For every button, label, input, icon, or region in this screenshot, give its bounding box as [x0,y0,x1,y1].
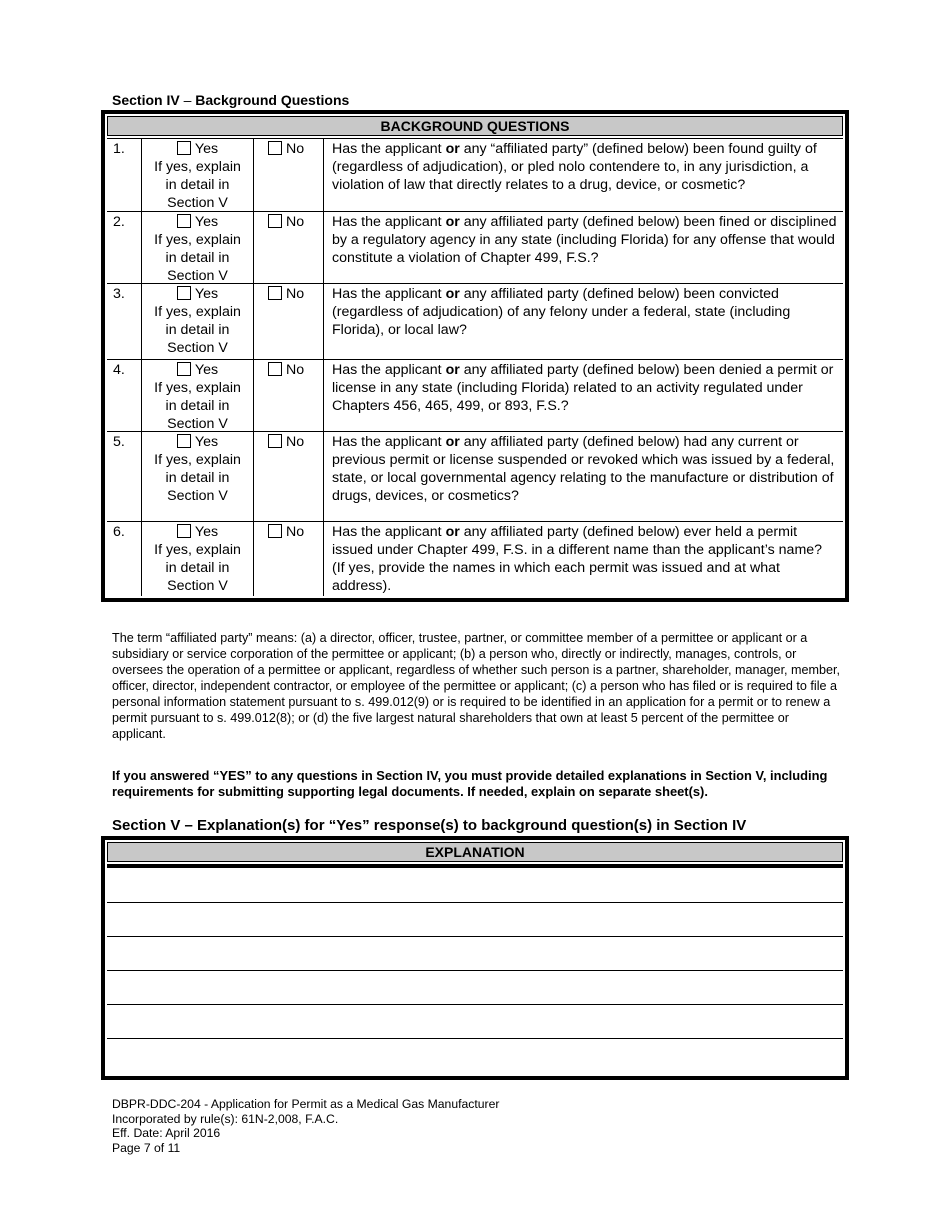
question-text-start: Has the applicant [332,214,446,230]
explanation-line[interactable] [107,1038,843,1072]
yes-cell [142,432,254,521]
question-number: 6. [107,522,142,596]
question-number: 2. [107,212,142,283]
yes-checkbox[interactable] [177,362,191,376]
affiliated-party-definition: The term “affiliated party” means: (a) a director, officer, trustee, partner, or committee member of a permittee or applicant or a subsidiary or service corporation of the permittee or applicant; (b) a person who, directly or indirectly, manages, controls, or oversees the operation of a permittee or applicant, regardless of whether such person is a partner, shareholder, manager, member, officer, director, independent contractor, or employee of the permittee or applicant; (c) a person who has filed or is required to file a personal information statement pursuant to s. 499.012(9) or is required to be identified in an application for a permit or to renew a permit pursuant to s. 499.012(8); or (d) the five largest natural shareholders that own at least 5 percent of the permittee or applicant. [112,631,841,741]
yes-cell [142,522,254,596]
yes-explain-line: in detail in [165,250,230,266]
question-text-or: or [445,524,460,540]
question-text-rest: any “affiliated party” (defined below) been found guilty of (regardless of adjudication), or pled nolo contendere to, in any jurisdiction, a violation of law that directly relates to a drug, device, or cosmetic? [332,141,817,193]
yes-explain-line: in detail in [165,398,230,414]
question-text-or: or [445,286,460,302]
no-label: No [286,141,305,157]
no-label: No [286,286,305,302]
question-text [324,212,843,283]
yes-checkbox[interactable] [177,434,191,448]
question-text [324,139,843,211]
yes-explain-line: Section V [167,488,228,504]
footer-rule: Incorporated by rule(s): 61N-2,008, F.A.C. [112,1111,339,1126]
yes-explain-line: in detail in [165,560,230,576]
question-number: 3. [107,284,142,359]
footer-form-name: DBPR-DDC-204 - Application for Permit as a Medical Gas Manufacturer [112,1097,500,1111]
background-questions-header: BACKGROUND QUESTIONS [107,116,843,136]
background-question-row [107,431,843,521]
yes-label: Yes [194,141,219,157]
yes-explain-line: If yes, explain [154,232,241,248]
yes-explain-line: If yes, explain [154,159,241,175]
question-number: 5. [107,432,142,521]
no-label: No [286,362,305,378]
no-label: No [286,214,305,230]
explanation-header: EXPLANATION [107,842,843,862]
section-v-title: Section V – Explanation(s) for “Yes” response(s) to background question(s) in Section IV [112,817,747,834]
question-text [324,432,843,521]
section-iv-title [112,92,349,108]
explanation-line[interactable] [107,970,843,1004]
question-text-or: or [445,362,460,378]
no-label: No [286,434,305,450]
yes-explain-line: in detail in [165,322,230,338]
background-questions-table [101,110,849,602]
yes-explain-line: Section V [167,578,228,594]
no-cell [254,360,324,431]
yes-explain-line: Section V [167,416,228,432]
no-checkbox[interactable] [268,141,282,155]
yes-label: Yes [194,286,219,302]
yes-label: Yes [194,362,219,378]
yes-label: Yes [194,524,219,540]
section-iv-suffix: Background Questions [195,92,350,108]
question-text-rest: any affiliated party (defined below) had any current or previous permit or license suspended or revoked which was issued by a federal, state, or local governmental agency relating to the manufacture or distribution of drugs, devices, or cosmetics? [332,434,835,504]
question-text-start: Has the applicant [332,434,446,450]
question-number: 4. [107,360,142,431]
background-question-row [107,211,843,283]
question-text [324,360,843,431]
question-text-or: or [445,141,460,157]
no-checkbox[interactable] [268,362,282,376]
yes-answer-note: If you answered “YES” to any questions in Section IV, you must provide detailed explanations in Section V, including requirements for submitting supporting legal documents. If needed, explain on separate sheet(s). [112,768,828,799]
question-text-or: or [445,214,460,230]
question-text-start: Has the applicant [332,524,446,540]
section-iv-dash: – [179,92,196,108]
no-cell [254,212,324,283]
background-question-row [107,283,843,359]
yes-checkbox[interactable] [177,524,191,538]
yes-explain-line: Section V [167,340,228,356]
question-text [324,522,843,596]
yes-cell [142,212,254,283]
yes-cell [142,284,254,359]
question-text [324,284,843,359]
yes-explain-line: If yes, explain [154,304,241,320]
yes-explain-line: in detail in [165,177,230,193]
background-question-row [107,359,843,431]
question-text-rest: any affiliated party (defined below) ever held a permit issued under Chapter 499, F.S. in a different name than the applicant’s name? (If yes, provide the names in which each permit was issued and at what address). [332,524,823,594]
no-checkbox[interactable] [268,214,282,228]
yes-explain-line: Section V [167,195,228,211]
yes-explain-line: in detail in [165,470,230,486]
yes-label: Yes [194,434,219,450]
yes-cell [142,139,254,211]
page-footer [112,1097,499,1155]
no-label: No [286,524,305,540]
explanation-line[interactable] [107,936,843,970]
question-text-start: Has the applicant [332,286,446,302]
question-text-rest: any affiliated party (defined below) been convicted (regardless of adjudication) of any felony under a federal, state (including Florida), or local law? [332,286,791,338]
section-iv-prefix: Section IV [112,92,180,108]
yes-checkbox[interactable] [177,214,191,228]
question-text-rest: any affiliated party (defined below) been fined or disciplined by a regulatory agency in any state (including Florida) for any offense that would constitute a violation of Chapter 499, F.S.? [332,214,837,266]
yes-checkbox[interactable] [177,286,191,300]
yes-explain-line: If yes, explain [154,380,241,396]
question-text-rest: any affiliated party (defined below) been denied a permit or license in any state (including Florida) related to an activity regulated under Chapters 456, 465, 499, or 893, F.S.? [332,362,834,414]
no-checkbox[interactable] [268,434,282,448]
explanation-line[interactable] [107,902,843,936]
question-text-or: or [445,434,460,450]
explanation-line[interactable] [107,1004,843,1038]
yes-cell [142,360,254,431]
question-number: 1. [107,139,142,211]
no-cell [254,139,324,211]
yes-checkbox[interactable] [177,141,191,155]
yes-explain-line: If yes, explain [154,452,241,468]
footer-eff-date: Eff. Date: April 2016 [112,1126,221,1140]
question-text-start: Has the applicant [332,362,446,378]
background-question-row [107,138,843,211]
no-cell [254,284,324,359]
yes-explain-line: Section V [167,268,228,284]
explanation-table [101,836,849,1080]
no-cell [254,432,324,521]
no-checkbox[interactable] [268,524,282,538]
footer-page-number: Page 7 of 11 [112,1140,181,1155]
no-cell [254,522,324,596]
background-question-row [107,521,843,596]
yes-explain-line: If yes, explain [154,542,241,558]
explanation-line[interactable] [107,864,843,902]
yes-label: Yes [194,214,219,230]
no-checkbox[interactable] [268,286,282,300]
question-text-start: Has the applicant [332,141,446,157]
